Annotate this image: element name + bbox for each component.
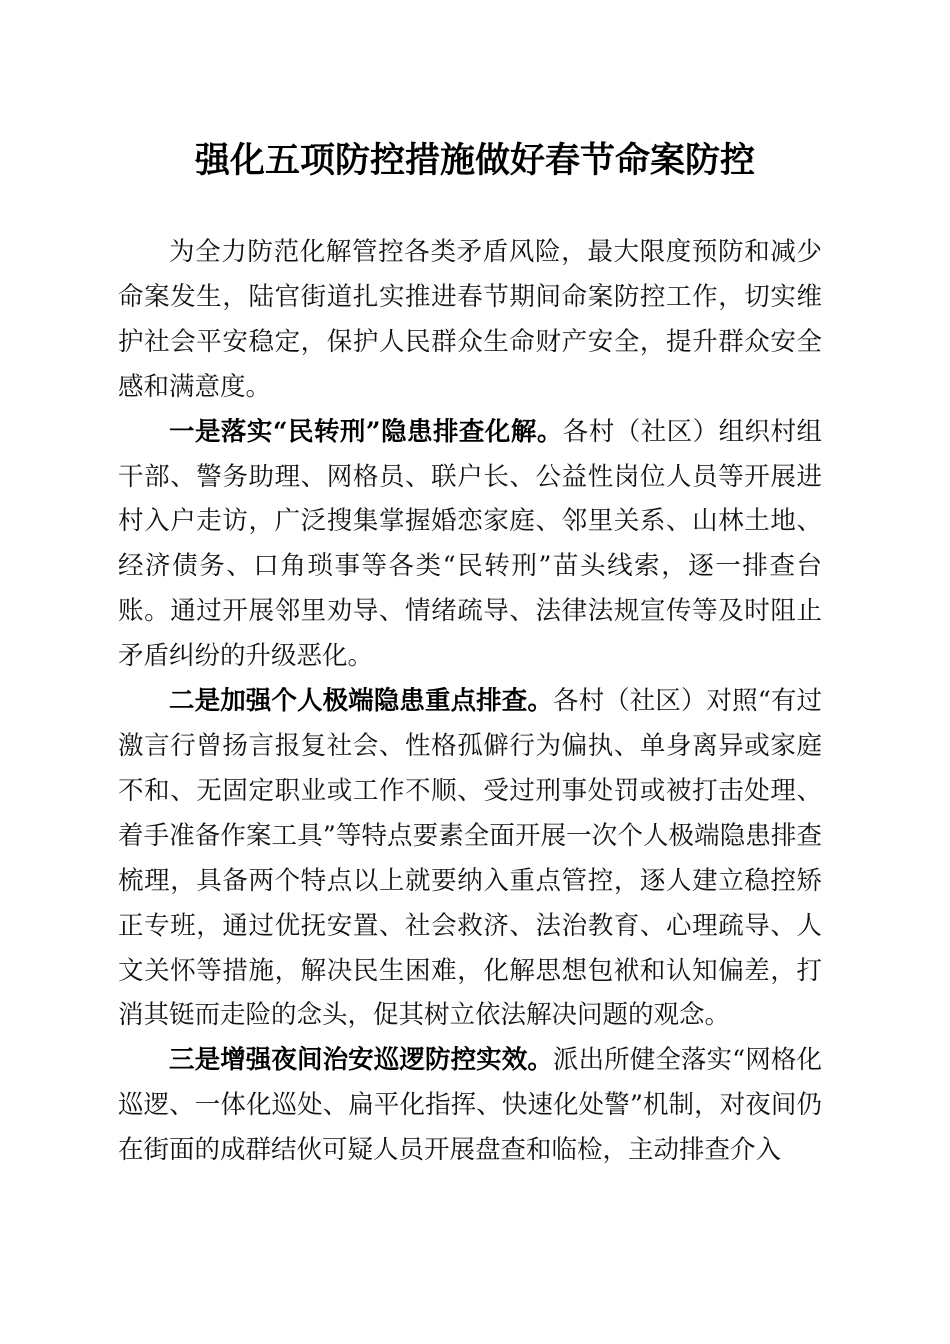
paragraph-lead: 一是落实“民转刑”隐患排查化解。 xyxy=(169,416,563,447)
document-title: 强化五项防控措施做好春节命案防控 xyxy=(194,140,755,181)
paragraph-measure-2 xyxy=(118,679,822,1038)
paragraph-intro xyxy=(118,230,822,410)
document-body xyxy=(118,230,822,1173)
paragraph-text: 各村（社区）组织村组干部、警务助理、网格员、联户长、公益性岗位人员等开展进村入户走访，广泛搜集掌握婚恋家庭、邻里关系、山林土地、经济债务、口角琐事等各类“民转刑”苗头线索，逐一排查台账。通过开展邻里劝导、情绪疏导、法律法规宣传等及时阻止矛盾纠纷的升级恶化。 xyxy=(118,416,822,672)
paragraph-measure-3 xyxy=(118,1038,822,1173)
paragraph-text: 为全力防范化解管控各类矛盾风险，最大限度预防和减少命案发生，陆官街道扎实推进春节期间命案防控工作，切实维护社会平安稳定，保护人民群众生命财产安全，提升群众安全感和满意度。 xyxy=(118,237,822,402)
paragraph-measure-1 xyxy=(118,410,822,679)
paragraph-lead: 三是增强夜间治安巡逻防控实效。 xyxy=(169,1045,553,1076)
paragraph-text: 各村（社区）对照“有过激言行曾扬言报复社会、性格孤僻行为偏执、单身离异或家庭不和、无固定职业或工作不顺、受过刑事处罚或被打击处理、着手准备作案工具”等特点要素全面开展一次个人极端隐患排查梳理，具备两个特点以上就要纳入重点管控，逐人建立稳控矫正专班，通过优抚安置、社会救济、法治教育、心理疏导、人文关怀等措施，解决民生困难，化解思想包袱和认知偏差，打消其铤而走险的念头，促其树立依法解决问题的观念。 xyxy=(118,686,822,1031)
paragraph-text: 派出所健全落实“网格化巡逻、一体化巡处、扁平化指挥、快速化处警”机制，对夜间仍在街面的成群结伙可疑人员开展盘查和临检，主动排查介入 xyxy=(118,1045,822,1166)
paragraph-lead: 二是加强个人极端隐患重点排查。 xyxy=(169,686,553,717)
